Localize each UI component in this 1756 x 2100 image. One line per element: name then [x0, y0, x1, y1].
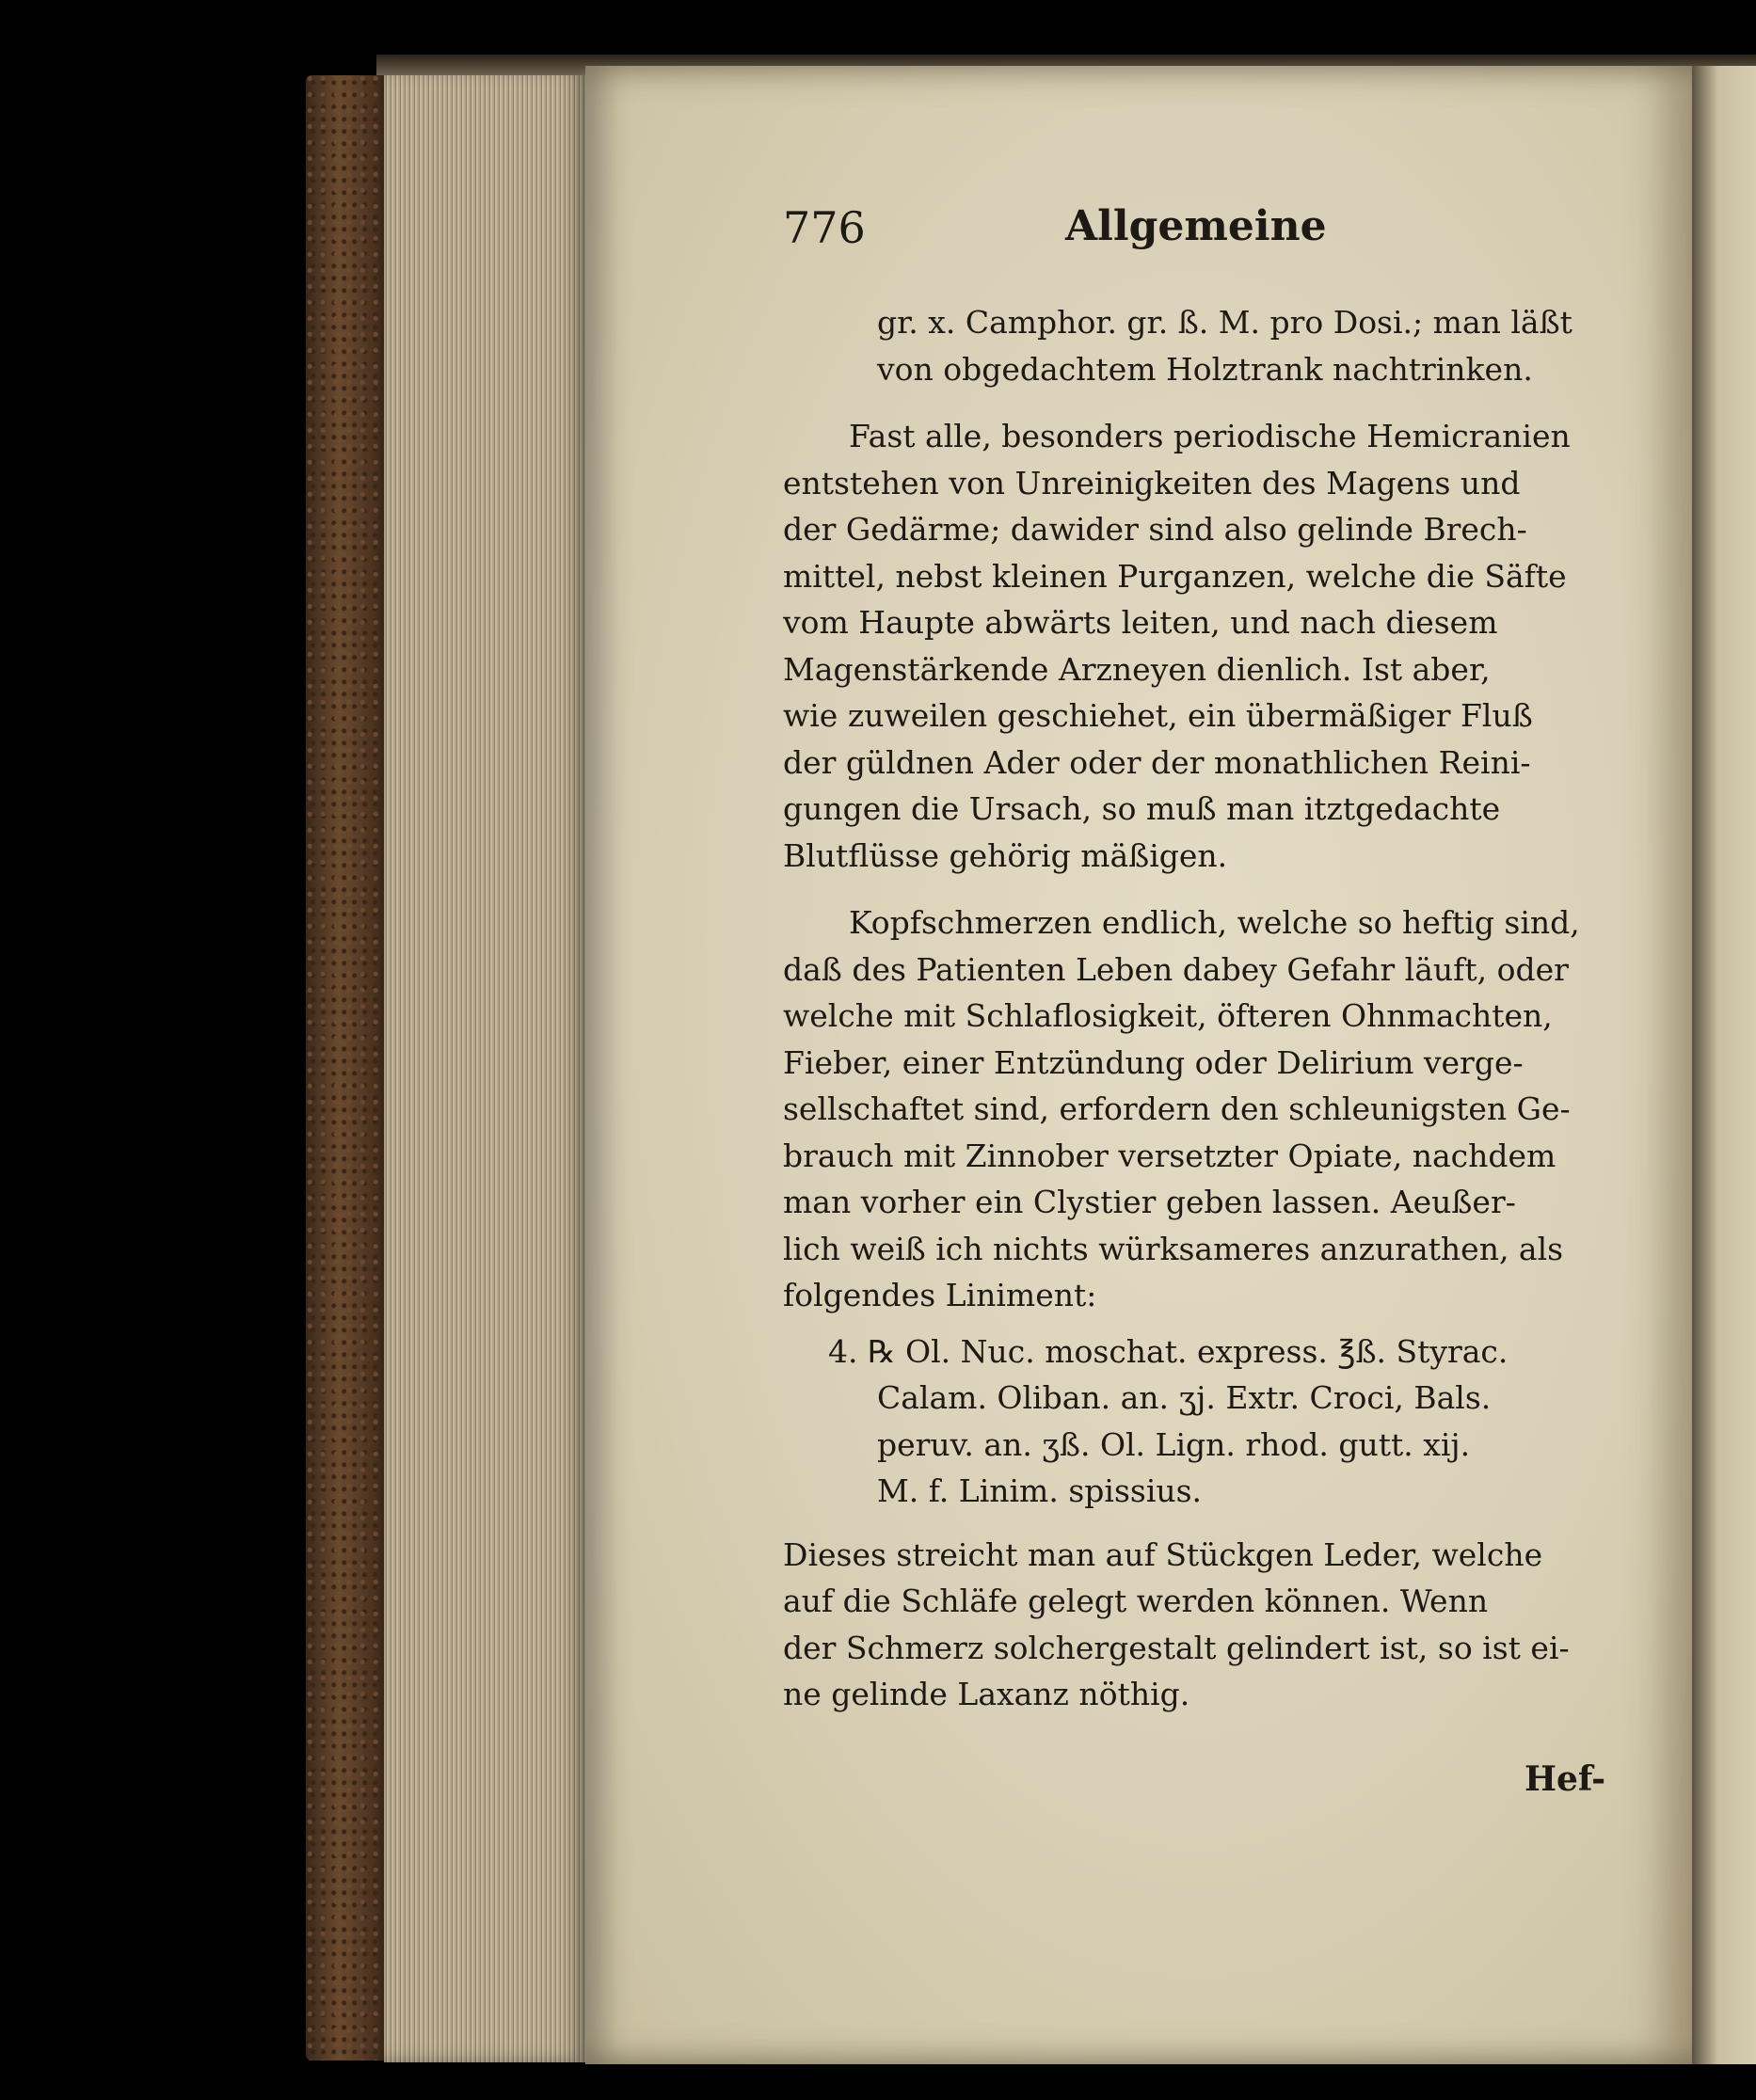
- running-head: Allgemeine: [1065, 202, 1327, 250]
- text-line: entstehen von Unreinigkeiten des Magens und: [783, 464, 1521, 501]
- text-line: Magenstärkende Arzneyen dienlich. Ist aber,: [783, 650, 1491, 688]
- text-line: Fieber, einer Entzündung oder Delirium verge-: [783, 1043, 1524, 1081]
- text-line: von obgedachtem Holztrank nachtrinken.: [877, 350, 1533, 388]
- page-edges: [384, 68, 586, 2062]
- text-line: der Gedärme; dawider sind also gelinde Brech-: [783, 511, 1527, 548]
- text-line: der Schmerz solchergestalt gelindert ist, so ist ei-: [783, 1629, 1570, 1666]
- text-line: gr. x. Camphor. gr. ß. M. pro Dosi.; man läßt: [877, 304, 1572, 341]
- paragraph: [783, 299, 1611, 392]
- text-line: Kopfschmerzen endlich, welche so heftig sind,: [849, 904, 1580, 941]
- text-line: daß des Patienten Leben dabey Gefahr läuft, oder: [783, 950, 1569, 988]
- page-header: [783, 202, 1611, 259]
- text-line: 4. ℞ Ol. Nuc. moschat. express. ℥ß. Styrac.: [828, 1332, 1509, 1370]
- text-line: der güldnen Ader oder der monathlichen Reini-: [783, 743, 1531, 781]
- text-line: Blutflüsse gehörig mäßigen.: [783, 836, 1228, 874]
- text-line: Dieses streicht man auf Stückgen Leder, welche: [783, 1535, 1543, 1573]
- page-body: [783, 299, 1611, 1718]
- text-line: vom Haupte abwärts leiten, und nach diesem: [783, 604, 1498, 641]
- text-line: mittel, nebst kleinen Purganzen, welche die Säfte: [783, 557, 1567, 595]
- text-line: lich weiß ich nichts würksameres anzurathen, als: [783, 1230, 1564, 1267]
- text-line: wie zuweilen geschiehet, ein übermäßiger Fluß: [783, 697, 1533, 734]
- text-line: welche mit Schlaflosigkeit, öfteren Ohnmachten,: [783, 997, 1553, 1034]
- paragraph: [783, 1532, 1611, 1718]
- text-line: man vorher ein Clystier geben lassen. Aeußer-: [783, 1184, 1516, 1220]
- text-line: Calam. Oliban. an. ʒj. Extr. Croci, Bals.: [877, 1379, 1492, 1416]
- paragraph: [783, 899, 1611, 1319]
- text-line: M. f. Linim. spissius.: [877, 1472, 1203, 1509]
- text-line: peruv. an. ʒß. Ol. Lign. rhod. gutt. xij.: [877, 1425, 1471, 1463]
- text-line: gungen die Ursach, so muß man itztgedachte: [783, 790, 1501, 827]
- text-line: folgendes Liniment:: [783, 1277, 1097, 1313]
- book-spine: [306, 75, 391, 2060]
- text-line: ne gelinde Laxanz nöthig.: [783, 1676, 1190, 1712]
- facing-page-edge: [1692, 66, 1756, 2064]
- paragraph: [783, 413, 1611, 879]
- text-line: auf die Schläfe gelegt werden können. Wenn: [783, 1583, 1489, 1619]
- text-line: sellschaftet sind, erfordern den schleunigsten Ge-: [783, 1090, 1571, 1127]
- page-number: 776: [783, 202, 866, 253]
- text-line: Fast alle, besonders periodische Hemicranien: [849, 418, 1571, 454]
- text-line: brauch mit Zinnober versetzter Opiate, nachdem: [783, 1137, 1556, 1174]
- catchword: Hef-: [1525, 1759, 1606, 1799]
- prescription: [783, 1328, 1611, 1515]
